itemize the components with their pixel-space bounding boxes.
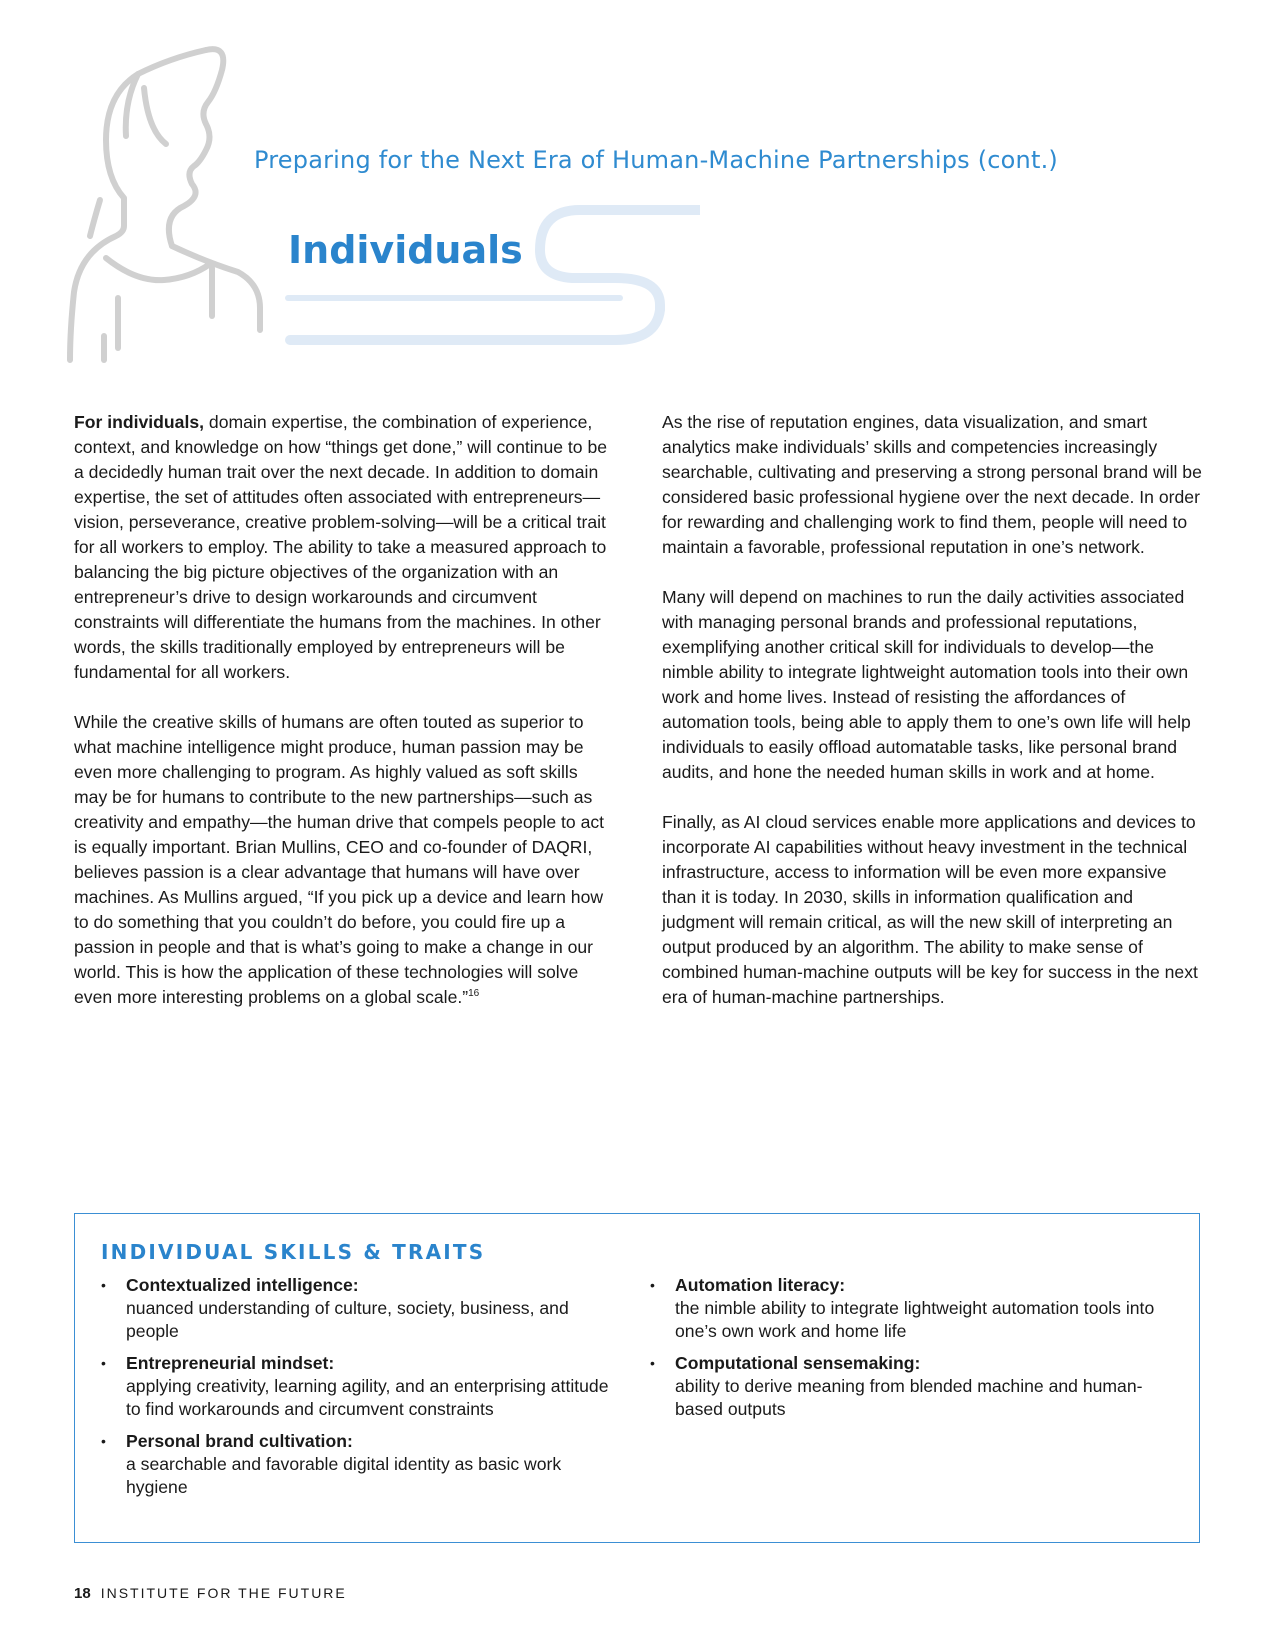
- bullet-icon: •: [650, 1277, 655, 1293]
- skills-list-right: [650, 1274, 1170, 1430]
- right-column: [662, 410, 1202, 1035]
- paragraph-text: While the creative skills of humans are often touted as superior to what machine intelligence might produce, human passion may be even more challenging to program. As highly valued as soft skills may be for humans to contribute to the new partnerships—such as creativity and empathy—the human drive that compels people to act is equally important. Brian Mullins, CEO and co-founder of DAQRI, believes passion is a clear advantage that humans will have over machines. As Mullins argued, “If you pick up a device and learn how to do something that you couldn’t do before, you could fire up a passion in people and that is what’s going to make a change in our world. This is how the application of these technologies will solve even more interesting problems on a global scale.”: [74, 712, 605, 1007]
- list-item: [650, 1352, 1170, 1421]
- left-column: [74, 410, 614, 1035]
- list-item: [101, 1352, 621, 1421]
- skill-description: applying creativity, learning agility, and an enterprising attitude to find workarounds and circumvent constraints: [126, 1376, 609, 1419]
- skills-list-left: [101, 1274, 621, 1508]
- paragraph-text: domain expertise, the combination of experience, context, and knowledge on how “things get done,” will continue to be a decidedly human trait over the next decade. In addition to domain expertise, the set of attitudes often associated with entrepreneurs—vision, perseverance, creative problem-solving—will be a critical trait for all workers to employ. The ability to take a measured approach to balancing the big picture objectives of the organization with an entrepreneur’s drive to design workarounds and circumvent constraints will differentiate the humans from the machines. In other words, the skills traditionally employed by entrepreneurs will be fundamental for all workers.: [74, 412, 608, 682]
- publisher-name: INSTITUTE FOR THE FUTURE: [100, 1585, 347, 1601]
- section-supertitle: Preparing for the Next Era of Human-Machine Partnerships (cont.): [254, 146, 1058, 174]
- skill-description: nuanced understanding of culture, society, business, and people: [126, 1298, 569, 1341]
- bullet-icon: •: [650, 1355, 655, 1371]
- list-item: [101, 1430, 621, 1499]
- skill-name: Automation literacy:: [675, 1275, 846, 1295]
- skill-name: Entrepreneurial mindset:: [126, 1353, 335, 1373]
- skill-name: Personal brand cultivation:: [126, 1431, 353, 1451]
- page-footer: [74, 1585, 347, 1602]
- bullet-icon: •: [101, 1355, 106, 1371]
- lead-in: For individuals,: [74, 412, 205, 432]
- skills-box: [74, 1213, 1200, 1543]
- list-item: [650, 1274, 1170, 1343]
- list-item: [101, 1274, 621, 1343]
- page-title: Individuals: [288, 228, 523, 272]
- left-paragraph-2: [74, 710, 614, 1010]
- left-paragraph-1: [74, 410, 614, 685]
- bullet-icon: •: [101, 1277, 106, 1293]
- human-silhouette-line-icon: [60, 40, 700, 390]
- skill-description: a searchable and favorable digital identity as basic work hygiene: [126, 1454, 562, 1497]
- bullet-icon: •: [101, 1433, 106, 1449]
- right-paragraph-3: Finally, as AI cloud services enable more applications and devices to incorporate AI capabilities without heavy investment in the technical infrastructure, access to information will be even more expansive than it is today. In 2030, skills in information qualification and judgment will remain critical, as will the new skill of interpreting an output produced by an algorithm. The ability to make sense of combined human-machine outputs will be key for success in the next era of human-machine partnerships.: [662, 812, 1198, 1007]
- page-number: 18: [74, 1585, 91, 1602]
- footnote-ref[interactable]: 16: [468, 988, 480, 1000]
- skills-box-title: INDIVIDUAL SKILLS & TRAITS: [101, 1240, 486, 1264]
- skill-description: the nimble ability to integrate lightweight automation tools into one’s own work and home life: [675, 1298, 1155, 1341]
- skill-description: ability to derive meaning from blended machine and human-based outputs: [675, 1376, 1143, 1419]
- skill-name: Contextualized intelligence:: [126, 1275, 359, 1295]
- skill-name: Computational sensemaking:: [675, 1353, 921, 1373]
- right-paragraph-2: Many will depend on machines to run the daily activities associated with managing personal brands and professional reputations, exemplifying another critical skill for individuals to develop—the nimble ability to integrate lightweight automation tools into their own work and home lives. Instead of resisting the affordances of automation tools, being able to apply them to one’s own life will help individuals to easily offload automatable tasks, like personal brand audits, and hone the needed human skills in work and at home.: [662, 587, 1191, 782]
- right-paragraph-1: As the rise of reputation engines, data visualization, and smart analytics make individuals’ skills and competencies increasingly searchable, cultivating and preserving a strong personal brand will be considered basic professional hygiene over the next decade. In order for rewarding and challenging work to find them, people will need to maintain a favorable, professional reputation in one’s network.: [662, 412, 1202, 557]
